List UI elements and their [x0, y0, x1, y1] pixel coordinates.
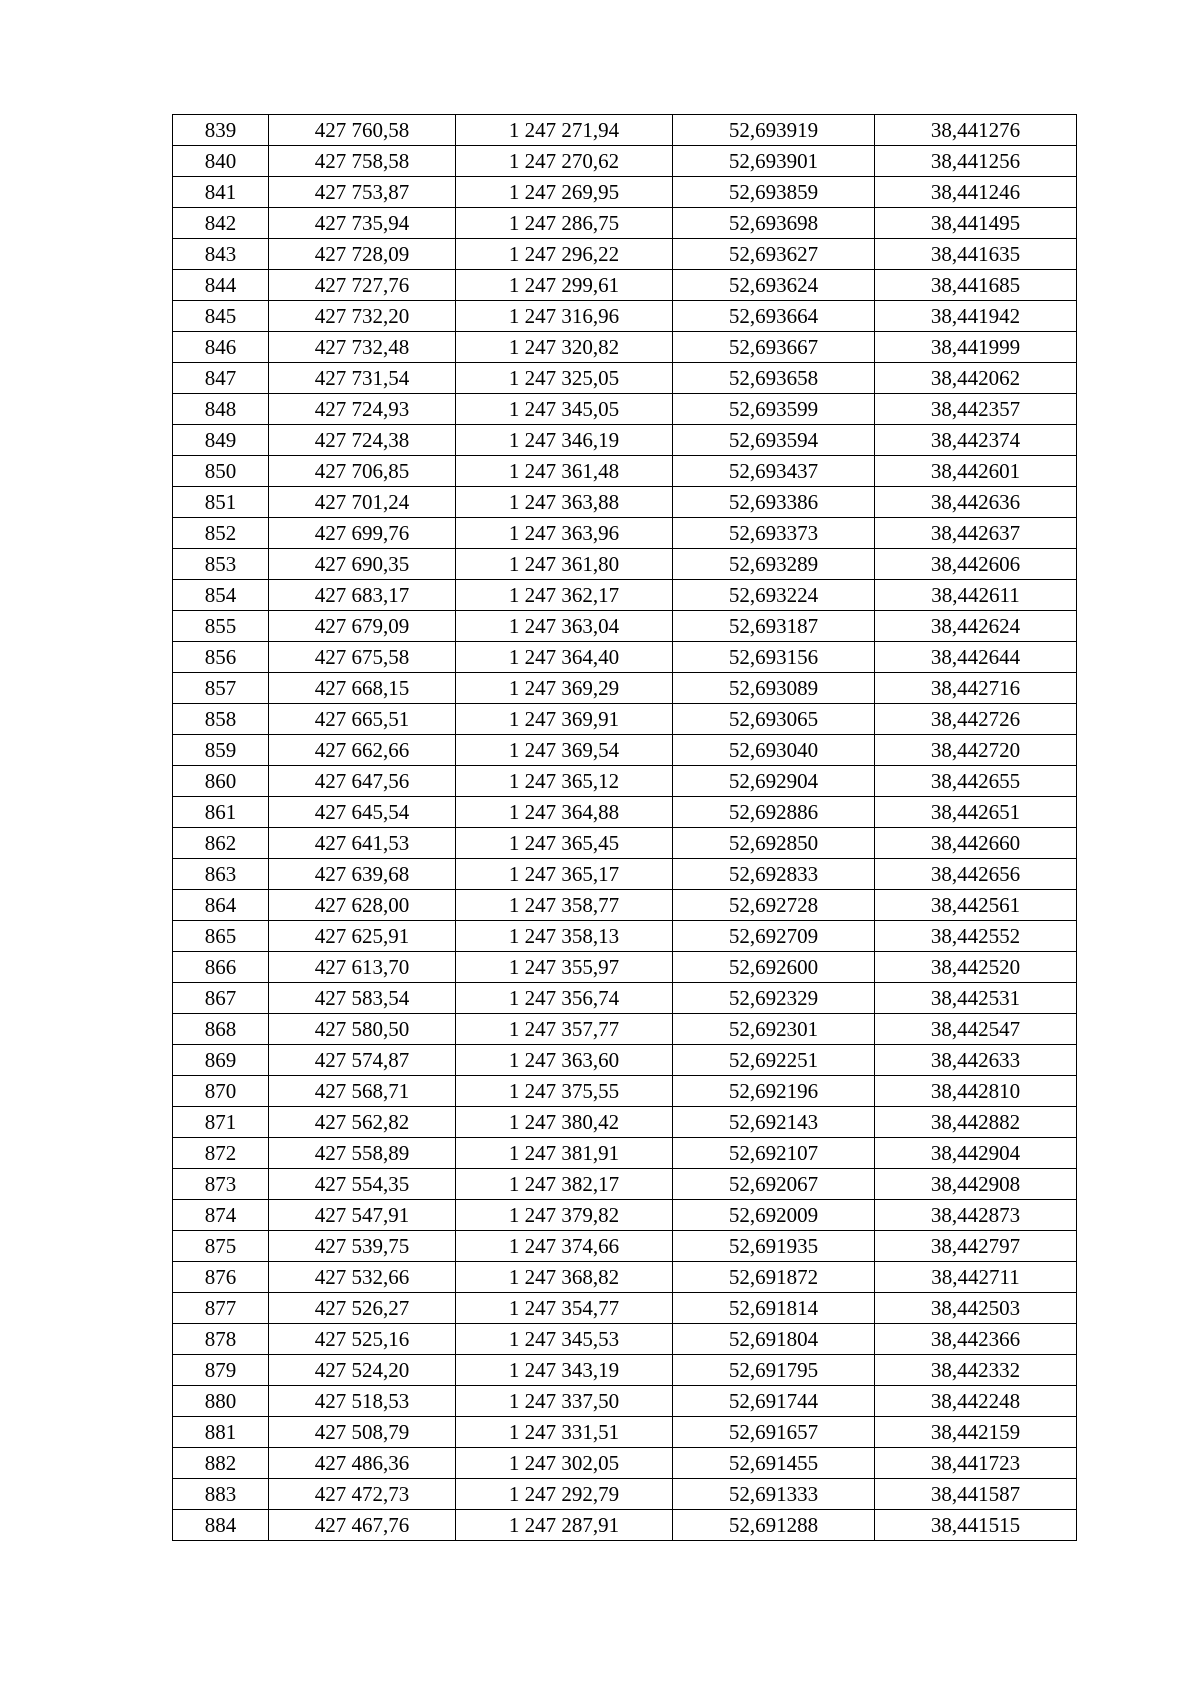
latitude-cell: 52,693599 [673, 394, 875, 425]
table-row [173, 394, 1077, 425]
y-coordinate-cell: 1 247 358,13 [456, 921, 673, 952]
coordinates-table-body [173, 115, 1077, 1541]
x-coordinate-cell: 427 526,27 [269, 1293, 456, 1324]
x-coordinate-cell: 427 518,53 [269, 1386, 456, 1417]
y-coordinate-cell: 1 247 345,53 [456, 1324, 673, 1355]
point-number-cell: 839 [173, 115, 269, 146]
latitude-cell: 52,693664 [673, 301, 875, 332]
y-coordinate-cell: 1 247 316,96 [456, 301, 673, 332]
longitude-cell: 38,441495 [875, 208, 1077, 239]
x-coordinate-cell: 427 508,79 [269, 1417, 456, 1448]
x-coordinate-cell: 427 562,82 [269, 1107, 456, 1138]
x-coordinate-cell: 427 641,53 [269, 828, 456, 859]
x-coordinate-cell: 427 639,68 [269, 859, 456, 890]
y-coordinate-cell: 1 247 331,51 [456, 1417, 673, 1448]
table-row [173, 177, 1077, 208]
table-row [173, 983, 1077, 1014]
longitude-cell: 38,442601 [875, 456, 1077, 487]
point-number-cell: 866 [173, 952, 269, 983]
y-coordinate-cell: 1 247 365,12 [456, 766, 673, 797]
latitude-cell: 52,691795 [673, 1355, 875, 1386]
table-row [173, 1324, 1077, 1355]
longitude-cell: 38,441999 [875, 332, 1077, 363]
table-row [173, 332, 1077, 363]
longitude-cell: 38,441587 [875, 1479, 1077, 1510]
longitude-cell: 38,442633 [875, 1045, 1077, 1076]
point-number-cell: 846 [173, 332, 269, 363]
longitude-cell: 38,442651 [875, 797, 1077, 828]
longitude-cell: 38,441256 [875, 146, 1077, 177]
longitude-cell: 38,442547 [875, 1014, 1077, 1045]
point-number-cell: 869 [173, 1045, 269, 1076]
x-coordinate-cell: 427 662,66 [269, 735, 456, 766]
latitude-cell: 52,691935 [673, 1231, 875, 1262]
longitude-cell: 38,441635 [875, 239, 1077, 270]
point-number-cell: 878 [173, 1324, 269, 1355]
point-number-cell: 867 [173, 983, 269, 1014]
table-row [173, 1045, 1077, 1076]
longitude-cell: 38,442637 [875, 518, 1077, 549]
latitude-cell: 52,692904 [673, 766, 875, 797]
longitude-cell: 38,441723 [875, 1448, 1077, 1479]
y-coordinate-cell: 1 247 361,48 [456, 456, 673, 487]
point-number-cell: 856 [173, 642, 269, 673]
point-number-cell: 859 [173, 735, 269, 766]
table-row [173, 363, 1077, 394]
latitude-cell: 52,692196 [673, 1076, 875, 1107]
y-coordinate-cell: 1 247 269,95 [456, 177, 673, 208]
longitude-cell: 38,442062 [875, 363, 1077, 394]
longitude-cell: 38,442606 [875, 549, 1077, 580]
x-coordinate-cell: 427 532,66 [269, 1262, 456, 1293]
x-coordinate-cell: 427 554,35 [269, 1169, 456, 1200]
x-coordinate-cell: 427 665,51 [269, 704, 456, 735]
longitude-cell: 38,442374 [875, 425, 1077, 456]
x-coordinate-cell: 427 472,73 [269, 1479, 456, 1510]
x-coordinate-cell: 427 486,36 [269, 1448, 456, 1479]
y-coordinate-cell: 1 247 363,04 [456, 611, 673, 642]
table-row [173, 642, 1077, 673]
latitude-cell: 52,693040 [673, 735, 875, 766]
table-row [173, 1510, 1077, 1541]
x-coordinate-cell: 427 580,50 [269, 1014, 456, 1045]
point-number-cell: 872 [173, 1138, 269, 1169]
latitude-cell: 52,692143 [673, 1107, 875, 1138]
latitude-cell: 52,693698 [673, 208, 875, 239]
longitude-cell: 38,442720 [875, 735, 1077, 766]
table-row [173, 115, 1077, 146]
table-row [173, 952, 1077, 983]
latitude-cell: 52,693594 [673, 425, 875, 456]
x-coordinate-cell: 427 699,76 [269, 518, 456, 549]
table-row [173, 549, 1077, 580]
latitude-cell: 52,692329 [673, 983, 875, 1014]
table-row [173, 735, 1077, 766]
longitude-cell: 38,442908 [875, 1169, 1077, 1200]
y-coordinate-cell: 1 247 357,77 [456, 1014, 673, 1045]
point-number-cell: 864 [173, 890, 269, 921]
x-coordinate-cell: 427 760,58 [269, 115, 456, 146]
latitude-cell: 52,692067 [673, 1169, 875, 1200]
point-number-cell: 877 [173, 1293, 269, 1324]
table-row [173, 828, 1077, 859]
y-coordinate-cell: 1 247 320,82 [456, 332, 673, 363]
y-coordinate-cell: 1 247 337,50 [456, 1386, 673, 1417]
longitude-cell: 38,442531 [875, 983, 1077, 1014]
latitude-cell: 52,692850 [673, 828, 875, 859]
table-row [173, 1262, 1077, 1293]
y-coordinate-cell: 1 247 299,61 [456, 270, 673, 301]
latitude-cell: 52,692009 [673, 1200, 875, 1231]
x-coordinate-cell: 427 539,75 [269, 1231, 456, 1262]
latitude-cell: 52,693065 [673, 704, 875, 735]
table-row [173, 1355, 1077, 1386]
y-coordinate-cell: 1 247 287,91 [456, 1510, 673, 1541]
x-coordinate-cell: 427 679,09 [269, 611, 456, 642]
x-coordinate-cell: 427 724,93 [269, 394, 456, 425]
y-coordinate-cell: 1 247 369,54 [456, 735, 673, 766]
table-row [173, 859, 1077, 890]
y-coordinate-cell: 1 247 296,22 [456, 239, 673, 270]
latitude-cell: 52,693187 [673, 611, 875, 642]
point-number-cell: 857 [173, 673, 269, 704]
longitude-cell: 38,442726 [875, 704, 1077, 735]
x-coordinate-cell: 427 645,54 [269, 797, 456, 828]
longitude-cell: 38,441942 [875, 301, 1077, 332]
longitude-cell: 38,442624 [875, 611, 1077, 642]
y-coordinate-cell: 1 247 374,66 [456, 1231, 673, 1262]
table-row [173, 766, 1077, 797]
table-row [173, 1386, 1077, 1417]
x-coordinate-cell: 427 683,17 [269, 580, 456, 611]
y-coordinate-cell: 1 247 354,77 [456, 1293, 673, 1324]
table-row [173, 1138, 1077, 1169]
longitude-cell: 38,442655 [875, 766, 1077, 797]
x-coordinate-cell: 427 613,70 [269, 952, 456, 983]
y-coordinate-cell: 1 247 356,74 [456, 983, 673, 1014]
longitude-cell: 38,442904 [875, 1138, 1077, 1169]
latitude-cell: 52,692709 [673, 921, 875, 952]
x-coordinate-cell: 427 728,09 [269, 239, 456, 270]
table-row [173, 518, 1077, 549]
y-coordinate-cell: 1 247 358,77 [456, 890, 673, 921]
x-coordinate-cell: 427 735,94 [269, 208, 456, 239]
latitude-cell: 52,693373 [673, 518, 875, 549]
point-number-cell: 850 [173, 456, 269, 487]
longitude-cell: 38,442561 [875, 890, 1077, 921]
latitude-cell: 52,693658 [673, 363, 875, 394]
latitude-cell: 52,692301 [673, 1014, 875, 1045]
latitude-cell: 52,693224 [673, 580, 875, 611]
table-row [173, 1107, 1077, 1138]
point-number-cell: 858 [173, 704, 269, 735]
longitude-cell: 38,442797 [875, 1231, 1077, 1262]
x-coordinate-cell: 427 574,87 [269, 1045, 456, 1076]
point-number-cell: 880 [173, 1386, 269, 1417]
y-coordinate-cell: 1 247 382,17 [456, 1169, 673, 1200]
x-coordinate-cell: 427 727,76 [269, 270, 456, 301]
y-coordinate-cell: 1 247 292,79 [456, 1479, 673, 1510]
latitude-cell: 52,693386 [673, 487, 875, 518]
y-coordinate-cell: 1 247 375,55 [456, 1076, 673, 1107]
point-number-cell: 881 [173, 1417, 269, 1448]
y-coordinate-cell: 1 247 363,88 [456, 487, 673, 518]
table-row [173, 797, 1077, 828]
y-coordinate-cell: 1 247 343,19 [456, 1355, 673, 1386]
x-coordinate-cell: 427 568,71 [269, 1076, 456, 1107]
x-coordinate-cell: 427 625,91 [269, 921, 456, 952]
latitude-cell: 52,692600 [673, 952, 875, 983]
point-number-cell: 852 [173, 518, 269, 549]
point-number-cell: 847 [173, 363, 269, 394]
table-row [173, 1076, 1077, 1107]
x-coordinate-cell: 427 547,91 [269, 1200, 456, 1231]
y-coordinate-cell: 1 247 286,75 [456, 208, 673, 239]
point-number-cell: 863 [173, 859, 269, 890]
y-coordinate-cell: 1 247 363,96 [456, 518, 673, 549]
x-coordinate-cell: 427 753,87 [269, 177, 456, 208]
latitude-cell: 52,691804 [673, 1324, 875, 1355]
y-coordinate-cell: 1 247 365,45 [456, 828, 673, 859]
table-row [173, 1200, 1077, 1231]
table-row [173, 704, 1077, 735]
table-row [173, 1169, 1077, 1200]
x-coordinate-cell: 427 724,38 [269, 425, 456, 456]
longitude-cell: 38,442644 [875, 642, 1077, 673]
longitude-cell: 38,441246 [875, 177, 1077, 208]
table-row [173, 146, 1077, 177]
latitude-cell: 52,691455 [673, 1448, 875, 1479]
longitude-cell: 38,441685 [875, 270, 1077, 301]
x-coordinate-cell: 427 701,24 [269, 487, 456, 518]
point-number-cell: 873 [173, 1169, 269, 1200]
longitude-cell: 38,442503 [875, 1293, 1077, 1324]
coordinates-table [172, 114, 1077, 1541]
point-number-cell: 855 [173, 611, 269, 642]
point-number-cell: 871 [173, 1107, 269, 1138]
table-row [173, 1231, 1077, 1262]
longitude-cell: 38,442716 [875, 673, 1077, 704]
point-number-cell: 865 [173, 921, 269, 952]
longitude-cell: 38,442332 [875, 1355, 1077, 1386]
x-coordinate-cell: 427 732,20 [269, 301, 456, 332]
longitude-cell: 38,442159 [875, 1417, 1077, 1448]
x-coordinate-cell: 427 706,85 [269, 456, 456, 487]
point-number-cell: 882 [173, 1448, 269, 1479]
y-coordinate-cell: 1 247 379,82 [456, 1200, 673, 1231]
latitude-cell: 52,693919 [673, 115, 875, 146]
table-row [173, 1417, 1077, 1448]
x-coordinate-cell: 427 731,54 [269, 363, 456, 394]
point-number-cell: 870 [173, 1076, 269, 1107]
longitude-cell: 38,442711 [875, 1262, 1077, 1293]
latitude-cell: 52,692107 [673, 1138, 875, 1169]
latitude-cell: 52,691288 [673, 1510, 875, 1541]
latitude-cell: 52,693667 [673, 332, 875, 363]
latitude-cell: 52,691814 [673, 1293, 875, 1324]
table-row [173, 921, 1077, 952]
longitude-cell: 38,442611 [875, 580, 1077, 611]
x-coordinate-cell: 427 558,89 [269, 1138, 456, 1169]
y-coordinate-cell: 1 247 355,97 [456, 952, 673, 983]
longitude-cell: 38,442357 [875, 394, 1077, 425]
latitude-cell: 52,693627 [673, 239, 875, 270]
y-coordinate-cell: 1 247 271,94 [456, 115, 673, 146]
table-row [173, 1293, 1077, 1324]
y-coordinate-cell: 1 247 361,80 [456, 549, 673, 580]
table-row [173, 487, 1077, 518]
table-row [173, 611, 1077, 642]
point-number-cell: 854 [173, 580, 269, 611]
y-coordinate-cell: 1 247 325,05 [456, 363, 673, 394]
y-coordinate-cell: 1 247 369,29 [456, 673, 673, 704]
longitude-cell: 38,441276 [875, 115, 1077, 146]
table-row [173, 1448, 1077, 1479]
point-number-cell: 861 [173, 797, 269, 828]
y-coordinate-cell: 1 247 345,05 [456, 394, 673, 425]
table-row [173, 456, 1077, 487]
latitude-cell: 52,693859 [673, 177, 875, 208]
x-coordinate-cell: 427 467,76 [269, 1510, 456, 1541]
longitude-cell: 38,442660 [875, 828, 1077, 859]
y-coordinate-cell: 1 247 363,60 [456, 1045, 673, 1076]
y-coordinate-cell: 1 247 368,82 [456, 1262, 673, 1293]
point-number-cell: 874 [173, 1200, 269, 1231]
point-number-cell: 879 [173, 1355, 269, 1386]
latitude-cell: 52,693437 [673, 456, 875, 487]
latitude-cell: 52,691872 [673, 1262, 875, 1293]
latitude-cell: 52,693089 [673, 673, 875, 704]
point-number-cell: 840 [173, 146, 269, 177]
latitude-cell: 52,693901 [673, 146, 875, 177]
x-coordinate-cell: 427 583,54 [269, 983, 456, 1014]
x-coordinate-cell: 427 647,56 [269, 766, 456, 797]
point-number-cell: 848 [173, 394, 269, 425]
point-number-cell: 853 [173, 549, 269, 580]
y-coordinate-cell: 1 247 346,19 [456, 425, 673, 456]
y-coordinate-cell: 1 247 362,17 [456, 580, 673, 611]
longitude-cell: 38,442552 [875, 921, 1077, 952]
x-coordinate-cell: 427 668,15 [269, 673, 456, 704]
longitude-cell: 38,442656 [875, 859, 1077, 890]
y-coordinate-cell: 1 247 302,05 [456, 1448, 673, 1479]
y-coordinate-cell: 1 247 380,42 [456, 1107, 673, 1138]
point-number-cell: 875 [173, 1231, 269, 1262]
x-coordinate-cell: 427 758,58 [269, 146, 456, 177]
point-number-cell: 845 [173, 301, 269, 332]
point-number-cell: 884 [173, 1510, 269, 1541]
longitude-cell: 38,442873 [875, 1200, 1077, 1231]
y-coordinate-cell: 1 247 369,91 [456, 704, 673, 735]
latitude-cell: 52,693289 [673, 549, 875, 580]
point-number-cell: 851 [173, 487, 269, 518]
x-coordinate-cell: 427 732,48 [269, 332, 456, 363]
table-row [173, 1014, 1077, 1045]
latitude-cell: 52,692251 [673, 1045, 875, 1076]
x-coordinate-cell: 427 628,00 [269, 890, 456, 921]
point-number-cell: 876 [173, 1262, 269, 1293]
point-number-cell: 883 [173, 1479, 269, 1510]
latitude-cell: 52,692886 [673, 797, 875, 828]
longitude-cell: 38,442882 [875, 1107, 1077, 1138]
longitude-cell: 38,441515 [875, 1510, 1077, 1541]
y-coordinate-cell: 1 247 364,88 [456, 797, 673, 828]
point-number-cell: 844 [173, 270, 269, 301]
x-coordinate-cell: 427 524,20 [269, 1355, 456, 1386]
point-number-cell: 842 [173, 208, 269, 239]
table-row [173, 208, 1077, 239]
table-row [173, 425, 1077, 456]
latitude-cell: 52,693156 [673, 642, 875, 673]
longitude-cell: 38,442636 [875, 487, 1077, 518]
point-number-cell: 868 [173, 1014, 269, 1045]
x-coordinate-cell: 427 690,35 [269, 549, 456, 580]
y-coordinate-cell: 1 247 365,17 [456, 859, 673, 890]
table-row [173, 301, 1077, 332]
x-coordinate-cell: 427 675,58 [269, 642, 456, 673]
latitude-cell: 52,693624 [673, 270, 875, 301]
table-row [173, 270, 1077, 301]
longitude-cell: 38,442248 [875, 1386, 1077, 1417]
latitude-cell: 52,691657 [673, 1417, 875, 1448]
longitude-cell: 38,442810 [875, 1076, 1077, 1107]
table-row [173, 890, 1077, 921]
point-number-cell: 862 [173, 828, 269, 859]
latitude-cell: 52,692728 [673, 890, 875, 921]
y-coordinate-cell: 1 247 381,91 [456, 1138, 673, 1169]
longitude-cell: 38,442366 [875, 1324, 1077, 1355]
table-row [173, 1479, 1077, 1510]
x-coordinate-cell: 427 525,16 [269, 1324, 456, 1355]
latitude-cell: 52,691744 [673, 1386, 875, 1417]
point-number-cell: 849 [173, 425, 269, 456]
point-number-cell: 843 [173, 239, 269, 270]
point-number-cell: 841 [173, 177, 269, 208]
table-row [173, 580, 1077, 611]
table-row [173, 239, 1077, 270]
table-row [173, 673, 1077, 704]
latitude-cell: 52,691333 [673, 1479, 875, 1510]
latitude-cell: 52,692833 [673, 859, 875, 890]
longitude-cell: 38,442520 [875, 952, 1077, 983]
y-coordinate-cell: 1 247 364,40 [456, 642, 673, 673]
y-coordinate-cell: 1 247 270,62 [456, 146, 673, 177]
point-number-cell: 860 [173, 766, 269, 797]
